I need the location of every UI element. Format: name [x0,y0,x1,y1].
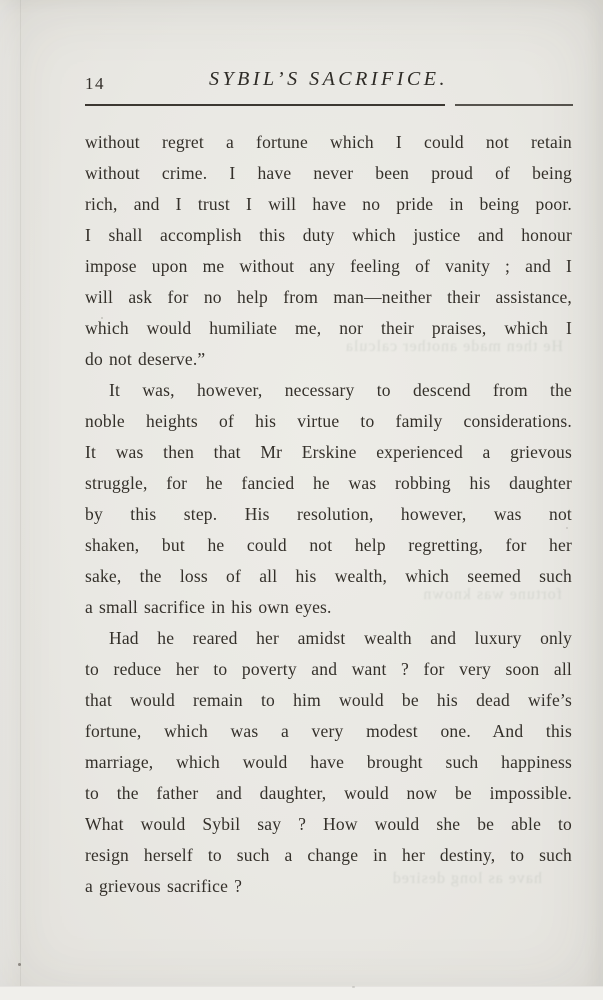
page-number: 14 [85,74,105,93]
text-line: marriage, which would have brought such happiness [85,752,572,772]
text-line: resign herself to such a change in her destiny, to such [85,845,572,865]
text-line: I shall accomplish this duty which justice and honour [85,225,572,245]
text-line: to reduce her to poverty and want ? for very soon all [85,659,572,679]
text-line: do not deserve.” [85,349,206,369]
page-left-edge [0,0,20,1000]
text-line: without regret a fortune which I could not retain [85,132,572,152]
text-line: noble heights of his virtue to family considerations. [85,411,572,431]
paragraph [85,623,572,902]
running-title: SYBIL’S SACRIFICE. [209,68,448,90]
text-line: struggle, for he fancied he was robbing his daughter [85,473,572,493]
scan-bottom-edge [0,986,603,1000]
text-block [85,127,572,902]
page-edge-crease [20,0,21,1000]
text-line: shaken, but he could not help regretting, for her [85,535,572,555]
header-rule-left [85,104,445,106]
scan-speck [18,963,21,966]
text-line: by this step. His resolution, however, was not [85,504,572,524]
bleed-through-text: He then made another calcula [344,338,563,355]
text-line: fortune, which was a very modest one. And this [85,721,572,741]
text-line: that would remain to him would be his dead wife’s [85,690,572,710]
text-line: which would humiliate me, nor their praises, which I [85,318,572,338]
text-line: rich, and I trust I will have no pride in being poor. [85,194,572,214]
text-line: What would Sybil say ? How would she be able to [85,814,572,834]
bleed-through-text: have as long desired [391,870,542,887]
page-header [85,68,572,100]
text-line: without crime. I have never been proud of being [85,163,572,183]
bleed-through-text: fortune was known [422,586,562,603]
text-line: It was, however, necessary to descend from the [109,380,572,400]
scan-speck [566,527,568,529]
text-line: to the father and daughter, would now be impossible. [85,783,572,803]
scan-speck [352,986,355,988]
text-line: a grievous sacrifice ? [85,876,243,896]
text-line: will ask for no help from man—neither their assistance, [85,287,572,307]
text-line: a small sacrifice in his own eyes. [85,597,332,617]
text-line: Had he reared her amidst wealth and luxury only [109,628,572,648]
text-line: sake, the loss of all his wealth, which seemed such [85,566,572,586]
text-line: impose upon me without any feeling of vanity ; and I [85,256,572,276]
text-line: It was then that Mr Erskine experienced a grievous [85,442,572,462]
scan-speck [101,317,103,319]
header-rule-right [455,104,573,106]
